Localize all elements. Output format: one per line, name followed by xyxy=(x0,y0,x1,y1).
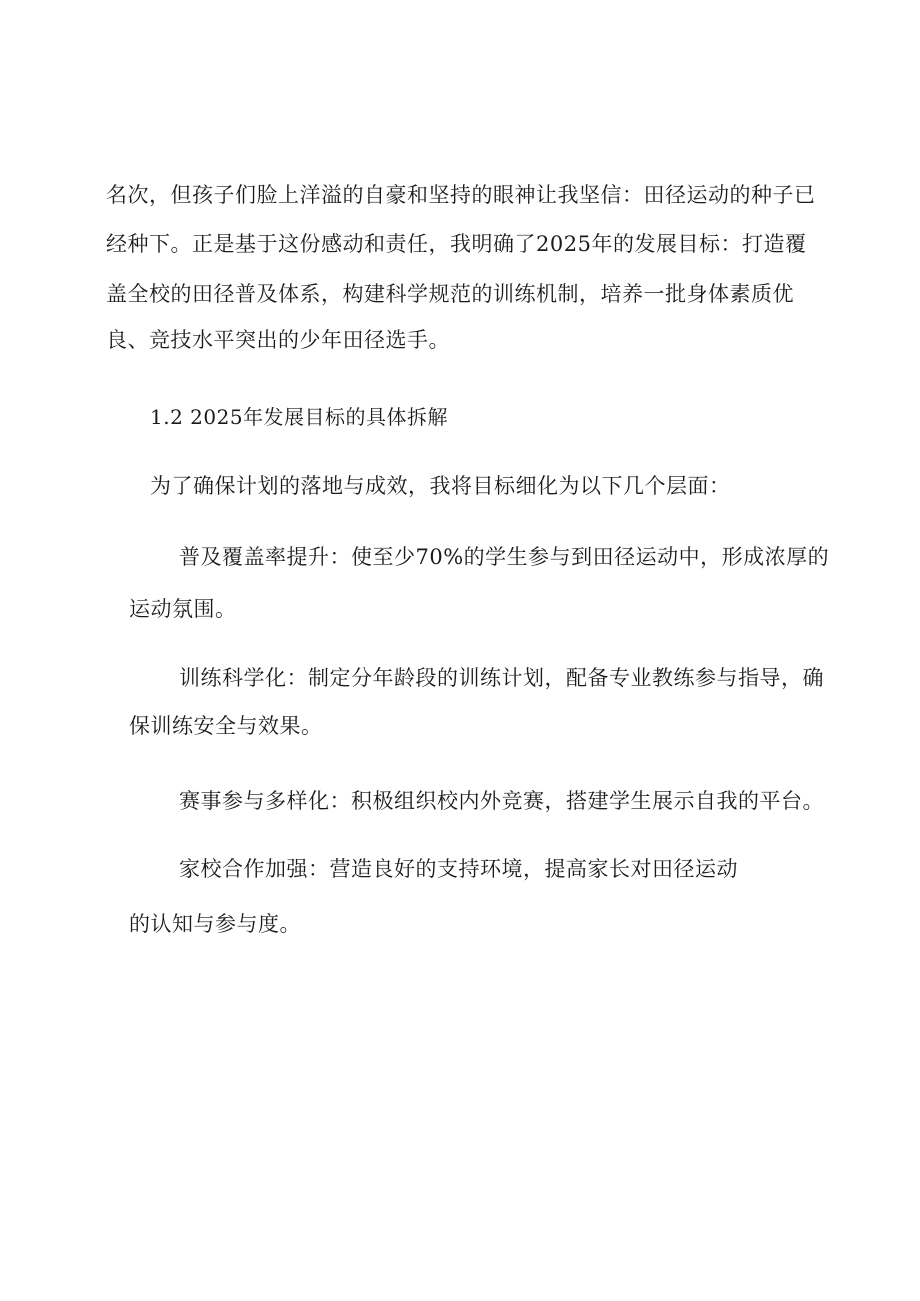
goal-competition-line-1: 赛事参与多样化：积极组织校内外竞赛，搭建学生展示自我的平台。 xyxy=(179,789,824,813)
section-heading: 1.2 2025年发展目标的具体拆解 xyxy=(150,405,449,429)
lead-sentence: 为了确保计划的落地与成效，我将目标细化为以下几个层面： xyxy=(150,474,731,498)
intro-line-2: 经种下。正是基于这份感动和责任，我明确了2025年的发展目标：打造覆 xyxy=(106,232,807,256)
goal-coverage-line-1: 普及覆盖率提升：使至少70%的学生参与到田径运动中，形成浓厚的 xyxy=(179,545,830,569)
goal-training-line-2: 保训练安全与效果。 xyxy=(129,714,323,738)
intro-line-3: 盖全校的田径普及体系，构建科学规范的训练机制，培养一批身体素质优 xyxy=(106,282,794,306)
intro-line-1: 名次，但孩子们脸上洋溢的自豪和坚持的眼神让我坚信：田径运动的种子已 xyxy=(106,183,816,207)
intro-line-4: 良、竞技水平突出的少年田径选手。 xyxy=(106,328,450,352)
goal-home-school-line-2: 的认知与参与度。 xyxy=(129,912,301,936)
goal-home-school-line-1: 家校合作加强：营造良好的支持环境，提高家长对田径运动 xyxy=(179,857,738,881)
goal-coverage-line-2: 运动氛围。 xyxy=(129,597,237,621)
goal-training-line-1: 训练科学化：制定分年龄段的训练计划，配备专业教练参与指导，确 xyxy=(179,666,824,690)
